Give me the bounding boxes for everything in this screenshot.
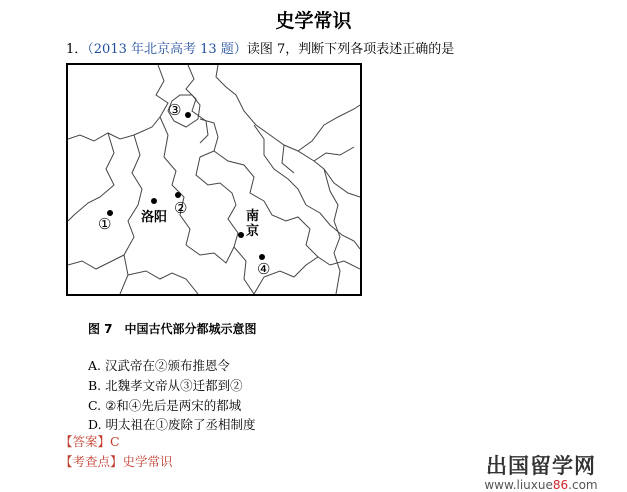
answer-line (60, 432, 120, 450)
option-letter: D. (88, 417, 102, 432)
option-letter: C. (88, 398, 102, 413)
marker-4-label: ④ (257, 260, 271, 278)
option-letter: A. (88, 358, 102, 373)
marker-3-label: ③ (168, 101, 182, 119)
question-line (66, 38, 454, 57)
cropped-text-remnant (110, 480, 490, 488)
jing-label: 京 (246, 224, 260, 239)
kaochadian-label: 【考查点】 (60, 454, 123, 469)
option-text: 北魏孝文帝从③迁都到② (105, 378, 243, 393)
option-text: ②和④先后是两宋的都城 (105, 398, 242, 413)
nan-label: 南 (246, 209, 260, 224)
watermark-url-num: 86 (552, 478, 569, 492)
map-drawing (68, 65, 360, 294)
kaochadian-value: 史学常识 (122, 454, 173, 469)
option-b (88, 376, 243, 394)
watermark-url-suffix: .com (568, 478, 598, 492)
option-text: 明太祖在①废除了丞相制度 (105, 417, 256, 432)
option-a (88, 356, 230, 374)
luoyang-label: 洛阳 (141, 210, 168, 225)
marker-2-label: ② (174, 199, 188, 217)
capital-map (66, 63, 362, 296)
kaochadian-line (60, 452, 173, 470)
page-title: 史学常识 (275, 10, 352, 32)
question-text: 读图 7，判断下列各项表述正确的是 (246, 42, 455, 57)
option-letter: B. (88, 378, 102, 393)
answer-label: 【答案】 (60, 434, 111, 449)
option-text: 汉武帝在②颁布推恩令 (105, 358, 231, 373)
marker-1-label: ① (98, 215, 112, 233)
answer-value: C (110, 434, 120, 449)
option-d (88, 415, 256, 433)
watermark-name: 出国留学网 (486, 454, 596, 478)
question-source: （2013 年北京高考 13 题） (87, 42, 247, 57)
question-number: 1． (66, 42, 88, 57)
option-c (88, 396, 241, 414)
map-caption: 图 7 中国古代部分都城示意图 (88, 322, 257, 336)
watermark-url-prefix: www.liuxue (484, 478, 553, 492)
